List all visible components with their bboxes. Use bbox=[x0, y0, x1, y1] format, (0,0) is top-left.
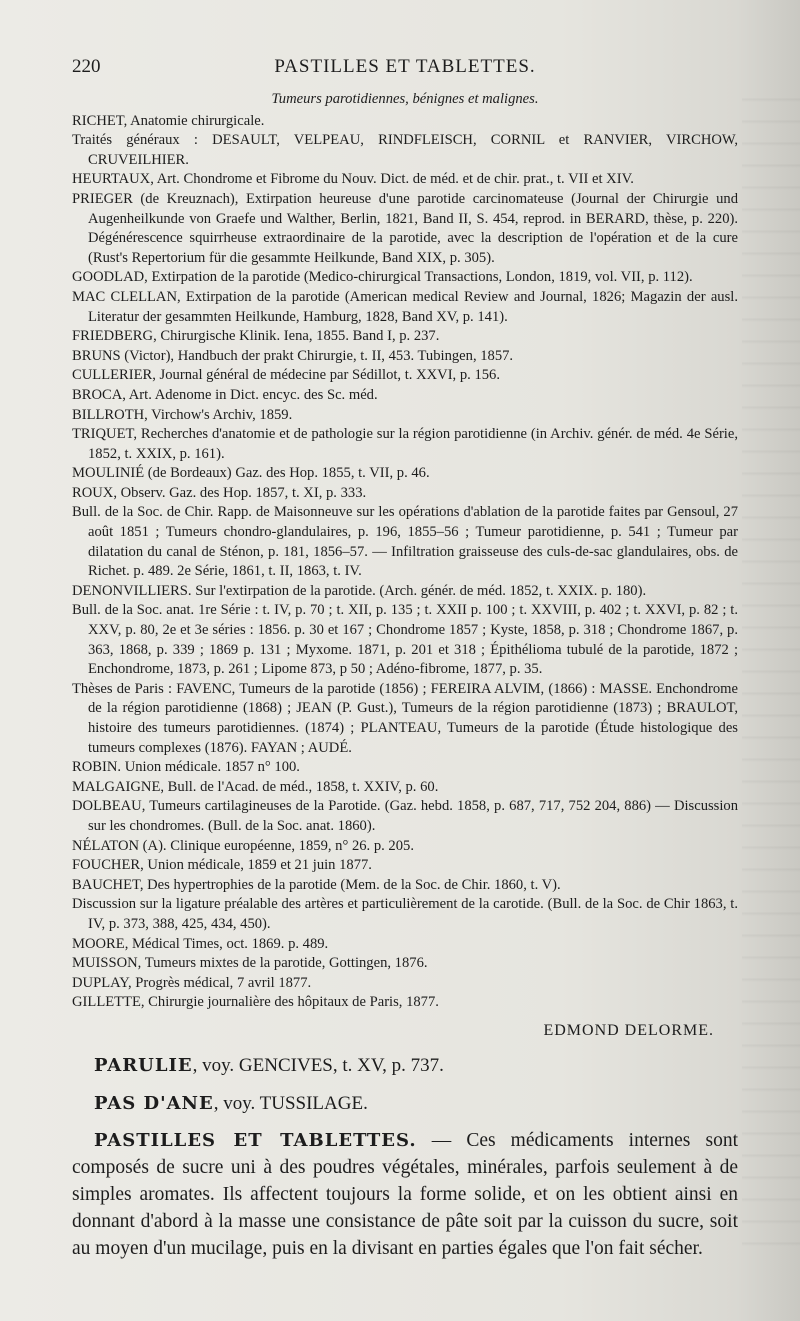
bibliography-entry: ROUX, Observ. Gaz. des Hop. 1857, t. XI, p. 333. bbox=[72, 484, 367, 501]
bibliography-entry: Bull. de la Soc. anat. 1re Série : t. IV, p. 70 ; t. XII, p. 135 ; t. XXII p. 100 ; t. XXVIII, p. 402 ; t. XXVI, p. 82 ; t. XXV, p. 80, 2e et 3e séries : 1856. p. 30 et 167 ; Chondrome 1857 ; Kyste, 1858, p. 318 ; Chondrome 1867, p. 363, 1868, p. 339 ; 1869 p. 131 ; Myxome. 1871, p. 201 et 318 ; Épithélioma tubulé de la parotide, 1872 ; Enchondrome, 1873, p. 261 ; Lipome 873, p 50 ; Adéno-fibrome, 1877, p. 35. bbox=[72, 602, 738, 678]
crossref-headword: PAS D'ANE bbox=[94, 1092, 214, 1114]
bibliography-entry: Traités généraux : DESAULT, VELPEAU, RINDFLEISCH, CORNIL et RANVIER, VIRCHOW, CRUVEILHIER. bbox=[72, 132, 738, 168]
bibliography-entry: HEURTAUX, Art. Chondrome et Fibrome du Nouv. Dict. de méd. et de chir. prat., t. VII et XIV. bbox=[72, 171, 634, 188]
bibliography-entry: DENONVILLIERS. Sur l'extirpation de la parotide. (Arch. génér. de méd. 1852, t. XXIX. p. 180). bbox=[72, 582, 647, 599]
bibliography-entry: Bull. de la Soc. de Chir. Rapp. de Maisonneuve sur les opérations d'ablation de la parotide faites par Gensoul, 27 août 1851 ; Tumeurs chondro-glandulaires, p. 196, 1855–56 ; Tumeur parotidienne, p. 541 ; Tumeur par dilatation du canal de Sténon, p. 181, 1856–57. — Infiltration graisseuse des culs-de-sac glandulaires, obs. de Richet. p. 489. 2e Série, 1861, t. II, 1863, t. IV. bbox=[72, 504, 738, 580]
crossref-target: , voy. TUSSILAGE. bbox=[213, 1092, 368, 1114]
bibliography-entry: NÉLATON (A). Clinique européenne, 1859, n° 26. p. 205. bbox=[72, 837, 414, 854]
bibliography-entry: Thèses de Paris : FAVENC, Tumeurs de la parotide (1856) ; FEREIRA ALVIM, (1866) : MASSE. Enchondrome de la région parotidienne (1868) ; JEAN (P. Gust.), Tumeurs de la région parotidienne (1873) ; BRAULOT, histoire des tumeurs parotidiennes. (1874) ; PLANTEAU, Tumeurs de la parotide (Étude histologique des tumeurs complexes (1876). FAYAN ; AUDÉ. bbox=[72, 680, 738, 756]
bibliography-entry: FOUCHER, Union médicale, 1859 et 21 juin 1877. bbox=[72, 857, 372, 874]
article-headword: PASTILLES ET TABLETTES. bbox=[94, 1129, 417, 1151]
crossref-parulie bbox=[72, 1051, 738, 1081]
bibliography-entry: BAUCHET, Des hypertrophies de la parotide (Mem. de la Soc. de Chir. 1860, t. V). bbox=[72, 876, 561, 893]
bibliography-entry: MOULINIÉ (de Bordeaux) Gaz. des Hop. 1855, t. VII, p. 46. bbox=[72, 465, 430, 482]
running-header bbox=[72, 56, 738, 84]
bibliography-entry: BILLROTH, Virchow's Archiv, 1859. bbox=[72, 406, 293, 423]
bibliography-entry: BRUNS (Victor), Handbuch der prakt Chirurgie, t. II, 453. Tubingen, 1857. bbox=[72, 347, 514, 364]
show-through-margin bbox=[742, 80, 800, 1260]
section-subheading: Tumeurs parotidiennes, bénignes et malignes. bbox=[271, 91, 539, 107]
bibliography-entry: GILLETTE, Chirurgie journalière des hôpitaux de Paris, 1877. bbox=[72, 994, 439, 1011]
crossref-pas-d-ane bbox=[72, 1089, 738, 1119]
bibliography-entry: BROCA, Art. Adenome in Dict. encyc. des Sc. méd. bbox=[72, 386, 378, 403]
bibliography-entry: MAC CLELLAN, Extirpation de la parotide (American medical Review and Journal, 1826; Magazin der ausl. Literatur der gesammten Heilkunde, Hamburg, 1828, Band XV, p. 141). bbox=[72, 288, 738, 325]
author-signature: EDMOND DELORME. bbox=[543, 1021, 714, 1039]
article-body bbox=[72, 1127, 738, 1262]
bibliography-entry: GOODLAD, Extirpation de la parotide (Medico-chirurgical Transactions, London, 1819, vol. VII, p. 112). bbox=[72, 269, 693, 286]
page-number: 220 bbox=[72, 56, 101, 77]
bibliography-entry: Discussion sur la ligature préalable des artères et particulièrement de la carotide. (Bull. de la Soc. de Chir 1863, t. IV, p. 373, 388, 425, 434, 450). bbox=[72, 896, 738, 932]
crossref-headword: PARULIE bbox=[94, 1054, 193, 1076]
bibliography-entry: ROBIN. Union médicale. 1857 n° 100. bbox=[72, 759, 300, 776]
article-text: — Ces médicaments internes sont composés de sucre uni à des poudres végétales, minérales, parfois seulement à de simples aromates. Ils affectent toujours la forme solide, et on les obtient ainsi en donnant d'abord à la masse une consistance de pâte soit par la cuisson du sucre, soit au moyen d'un mucilage, puis en la divisant en parties égales que l'on fait sécher. bbox=[72, 1129, 738, 1259]
crossref-target: , voy. GENCIVES, t. XV, p. 737. bbox=[192, 1054, 444, 1076]
bibliography-entry: PRIEGER (de Kreuznach), Extirpation heureuse d'une parotide carcinomateuse (Journal der Chirurgie und Augenheilkunde von Graefe und Walther, Berlin, 1821, Band II, S. 454, reprod. in BERARD, thèse, p. 220). Dégénérescence squirrheuse extraordinaire de la parotide, avec la description de l'opération et de la cure (Rust's Repertorium für die gesammte Heilkunde, Band XIX, p. 305). bbox=[72, 190, 738, 266]
running-title: PASTILLES ET TABLETTES. bbox=[274, 56, 536, 77]
bibliography-entry: MOORE, Médical Times, oct. 1869. p. 489. bbox=[72, 935, 329, 952]
bibliography-entry: DOLBEAU, Tumeurs cartilagineuses de la Parotide. (Gaz. hebd. 1858, p. 687, 717, 752 204, 886) — Discussion sur les chondromes. (Bull. de la Soc. anat. 1860). bbox=[72, 798, 738, 834]
bibliography-entry: RICHET, Anatomie chirurgicale. bbox=[72, 112, 265, 129]
bibliography-entry: DUPLAY, Progrès médical, 7 avril 1877. bbox=[72, 974, 312, 991]
bibliography-entry: FRIEDBERG, Chirurgische Klinik. Iena, 1855. Band I, p. 237. bbox=[72, 328, 440, 345]
bibliography-entry: MUISSON, Tumeurs mixtes de la parotide, Gottingen, 1876. bbox=[72, 955, 428, 972]
bibliography-entry: CULLERIER, Journal général de médecine par Sédillot, t. XXVI, p. 156. bbox=[72, 367, 500, 384]
bibliography-section bbox=[72, 90, 738, 1262]
bibliography-entry: MALGAIGNE, Bull. de l'Acad. de méd., 1858, t. XXIV, p. 60. bbox=[72, 778, 439, 795]
bibliography-entry: TRIQUET, Recherches d'anatomie et de pathologie sur la région parotidienne (in Archiv. génér. de méd. 4e Série, 1852, t. XXIX, p. 161). bbox=[72, 426, 738, 462]
